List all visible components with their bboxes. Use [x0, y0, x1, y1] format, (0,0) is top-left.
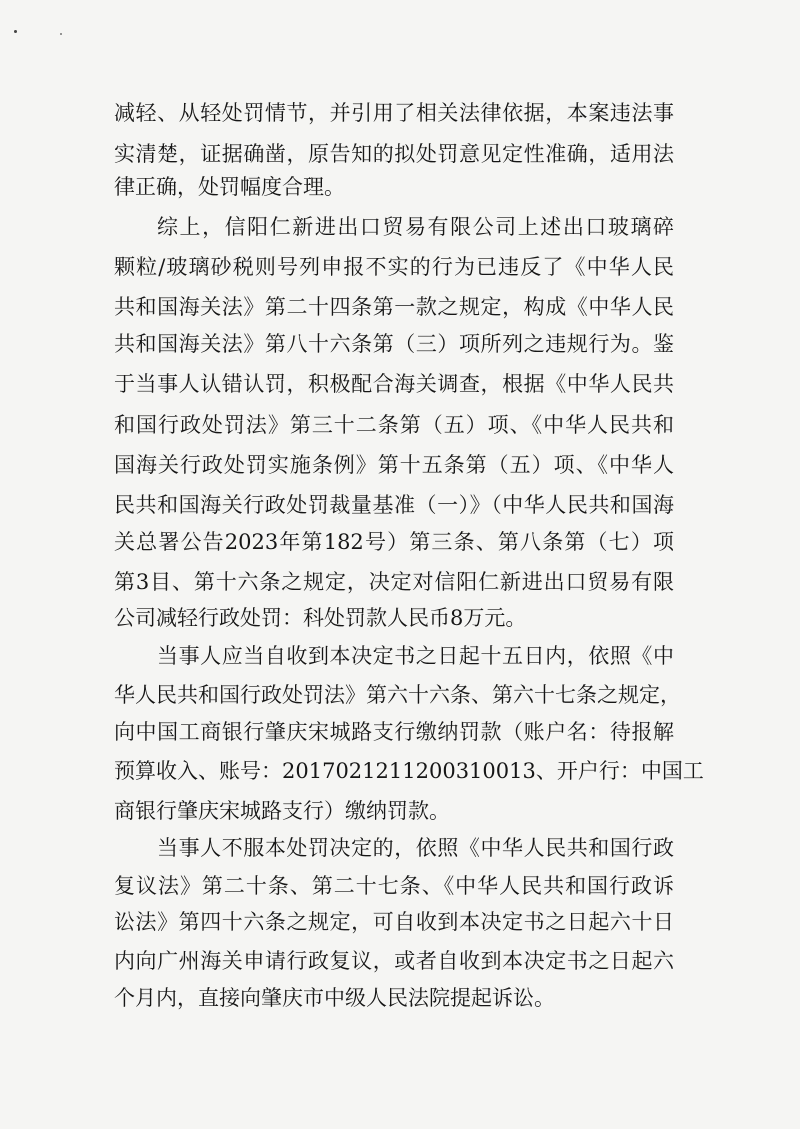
- paragraph-line: 复议法》第二十条、第二十七条、《中华人民共和国行政诉: [114, 874, 674, 898]
- paragraph-line: 华人民共和国行政处罚法》第六十六条、第六十七条之规定，: [114, 683, 681, 707]
- paragraph-line: 民共和国海关行政处罚裁量基准（一）》（中华人民共和国海: [114, 493, 674, 517]
- paragraph-line: 第3目、第十六条之规定，决定对信阳仁新进出口贸易有限: [114, 570, 674, 594]
- paragraph-line: 颗粒/玻璃砂税则号列申报不实的行为已违反了《中华人民: [114, 255, 674, 279]
- paragraph-line: 当事人应当自收到本决定书之日起十五日内，依照《中: [157, 644, 674, 668]
- paragraph-line: 和国行政处罚法》第三十二条第（五）项、《中华人民共和: [114, 413, 674, 437]
- paragraph-line: 向中国工商银行肇庆宋城路支行缴纳罚款（账户名：待报解: [114, 720, 674, 744]
- paragraph-line: 个月内，直接向肇庆市中级人民法院提起诉讼。: [114, 986, 555, 1010]
- paragraph-line: 关总署公告2023年第182号）第三条、第八条第（七）项: [114, 530, 674, 554]
- paragraph-line: 共和国海关法》第二十四条第一款之规定，构成《中华人民: [114, 295, 674, 319]
- paragraph-line: 讼法》第四十六条之规定，可自收到本决定书之日起六十日: [114, 910, 674, 934]
- paragraph-line: 于当事人认错认罚，积极配合海关调查，根据《中华人民共: [114, 372, 674, 396]
- paragraph-line: 律正确，处罚幅度合理。: [114, 175, 345, 199]
- paragraph-line: 内向广州海关申请行政复议，或者自收到本决定书之日起六: [114, 949, 674, 973]
- paragraph-line: 商银行肇庆宋城路支行）缴纳罚款。: [114, 799, 450, 823]
- paragraph-line: 公司减轻行政处罚：科处罚款人民币8万元。: [114, 606, 527, 630]
- paragraph-line: 国海关行政处罚实施条例》第十五条第（五）项、《中华人: [114, 453, 674, 477]
- paragraph-line: 实清楚，证据确凿，原告知的拟处罚意见定性准确，适用法: [114, 142, 674, 166]
- paragraph-line: 共和国海关法》第八十六条第（三）项所列之违规行为。鉴: [114, 332, 674, 356]
- paragraph-line: 当事人不服本处罚决定的，依照《中华人民共和国行政: [157, 836, 674, 860]
- paragraph-line: 综上，信阳仁新进出口贸易有限公司上述出口玻璃碎: [157, 215, 674, 239]
- paragraph-line: 预算收入、账号：2017021211200310013、开户行：中国工: [114, 759, 704, 783]
- paragraph-line: 减轻、从轻处罚情节，并引用了相关法律依据，本案违法事: [114, 101, 674, 125]
